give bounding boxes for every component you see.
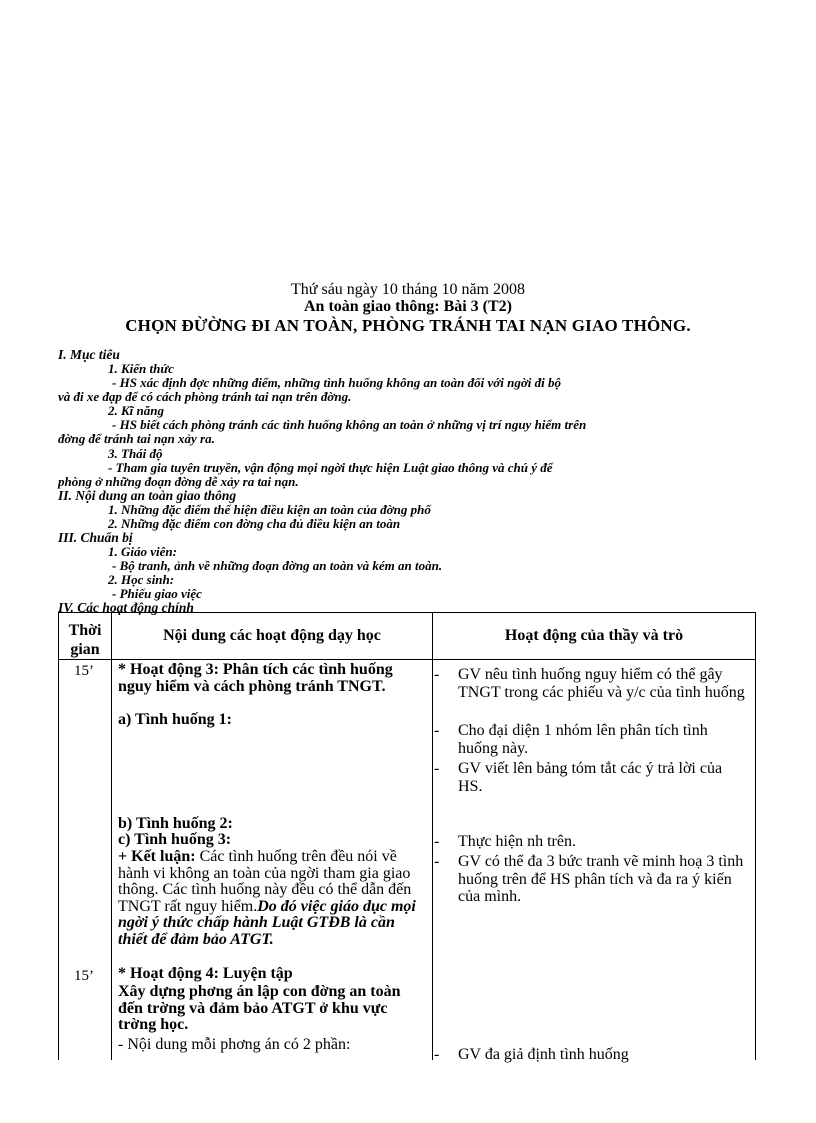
objective-skills: 2. Kĩ năng [108,403,164,418]
activity-3-title: * Hoạt động 3: Phân tích các tình huống nguy hiểm và cách phòng tránh TNGT. [118,661,393,695]
right-item-4: - Thực hiện nh trên. [434,833,576,850]
skills-line-1: - HS biết cách phòng tránh các tình huống không an toàn ở những vị trí nguy hiểm trên [112,417,587,432]
objective-knowledge: 1. Kiến thức [108,361,174,376]
conclusion-emphasis: Do đó việc giáo dục mọi ngời ý thức chấp hành Luật GTĐB là cần thiết để đảm bảo ATGT. [118,897,416,948]
prep-students: 2. Học sinh: [108,572,175,587]
header-content: Nội dung các hoạt động dạy học [112,613,433,660]
activity-4-title: * Hoạt động 4: Luyện tập [118,965,293,982]
lesson-subtitle: An toàn giao thông: Bài 3 (T2) [303,298,513,315]
section-objectives: I. Mục tiêu [58,347,120,362]
lesson-date: Thứ sáu ngày 10 tháng 10 năm 2008 [291,281,525,298]
time-activity-4: 15’ [74,968,94,984]
activity-4-body: Xây dựng phơng án lập con đờng an toàn đến trờng và đảm bảo ATGT ở khu vực trờng học. [118,983,401,1033]
activity-4-note: - Nội dung mỗi phơng án có 2 phần: [118,1036,351,1053]
prep-students-item: - Phiếu giao việc [112,586,202,601]
right-item-1: - GV nêu tình huống nguy hiểm có thể gây TNGT trong các phiếu và y/c của tình huống [434,666,745,701]
header-activity: Hoạt động của thầy và trò [433,613,756,660]
section-preparation: III. Chuẩn bị [58,530,133,545]
situation-2: b) Tình huống 2: [118,815,233,832]
situation-3: c) Tình huống 3: [118,831,232,848]
time-activity-3: 15’ [74,663,94,679]
knowledge-line-2: và đi xe đạp để có cách phòng tránh tai nạn trên đờng. [58,389,352,404]
conclusion [118,849,418,948]
attitude-line-1: - Tham gia tuyên truyền, vận động mọi ngời thực hiện Luật giao thông và chú ý để [108,460,553,475]
right-item-3: - GV viết lên bảng tóm tắt các ý trả lời của HS. [434,760,723,795]
conclusion-label: + Kết luận: [118,848,196,865]
situation-1: a) Tình huống 1: [118,711,232,728]
content-item-2: 2. Những đặc điểm con đờng cha đủ điều kiện an toàn [108,516,401,531]
section-activities: IV. Các hoạt động chính [58,600,194,615]
objective-attitude: 3. Thái độ [108,446,163,461]
knowledge-line-1: - HS xác định đợc những điểm, những tình huống không an toàn đối với ngời đi bộ [112,375,562,390]
section-content: II. Nội dung an toàn giao thông [58,488,237,503]
conclusion-text: Các tình huống trên đều nói về hành vi không an toàn của ngời tham gia giao thông. Các tình huống này đều có thể dẫn đến TNGT rất nguy hiểm. [118,848,412,915]
right-item-5: - GV có thể đa 3 bức tranh vẽ minh hoạ 3 tình huống trên để HS phân tích và đa ra ý kiến của mình. [434,853,744,905]
lesson-title: CHỌN ĐỪỜNG ĐI AN TOÀN, PHÒNG TRÁNH TAI NẠN GIAO THÔNG. [125,316,691,335]
skills-line-2: đờng để tránh tai nạn xảy ra. [58,431,215,446]
content-item-1: 1. Những đặc điểm thể hiện điều kiện an toàn của đờng phố [108,502,431,517]
right-item-2: - Cho đại diện 1 nhóm lên phân tích tình huống này. [434,722,708,757]
attitude-line-2: phòng ở những đoạn đờng dễ xảy ra tai nạn. [58,474,299,489]
header-time: Thời gian [59,613,112,660]
prep-teacher-item: - Bộ tranh, ảnh về những đoạn đờng an toàn và kém an toàn. [112,558,443,573]
right-item-6: - GV đa giả định tình huống [434,1046,629,1063]
prep-teacher: 1. Giáo viên: [108,544,177,559]
